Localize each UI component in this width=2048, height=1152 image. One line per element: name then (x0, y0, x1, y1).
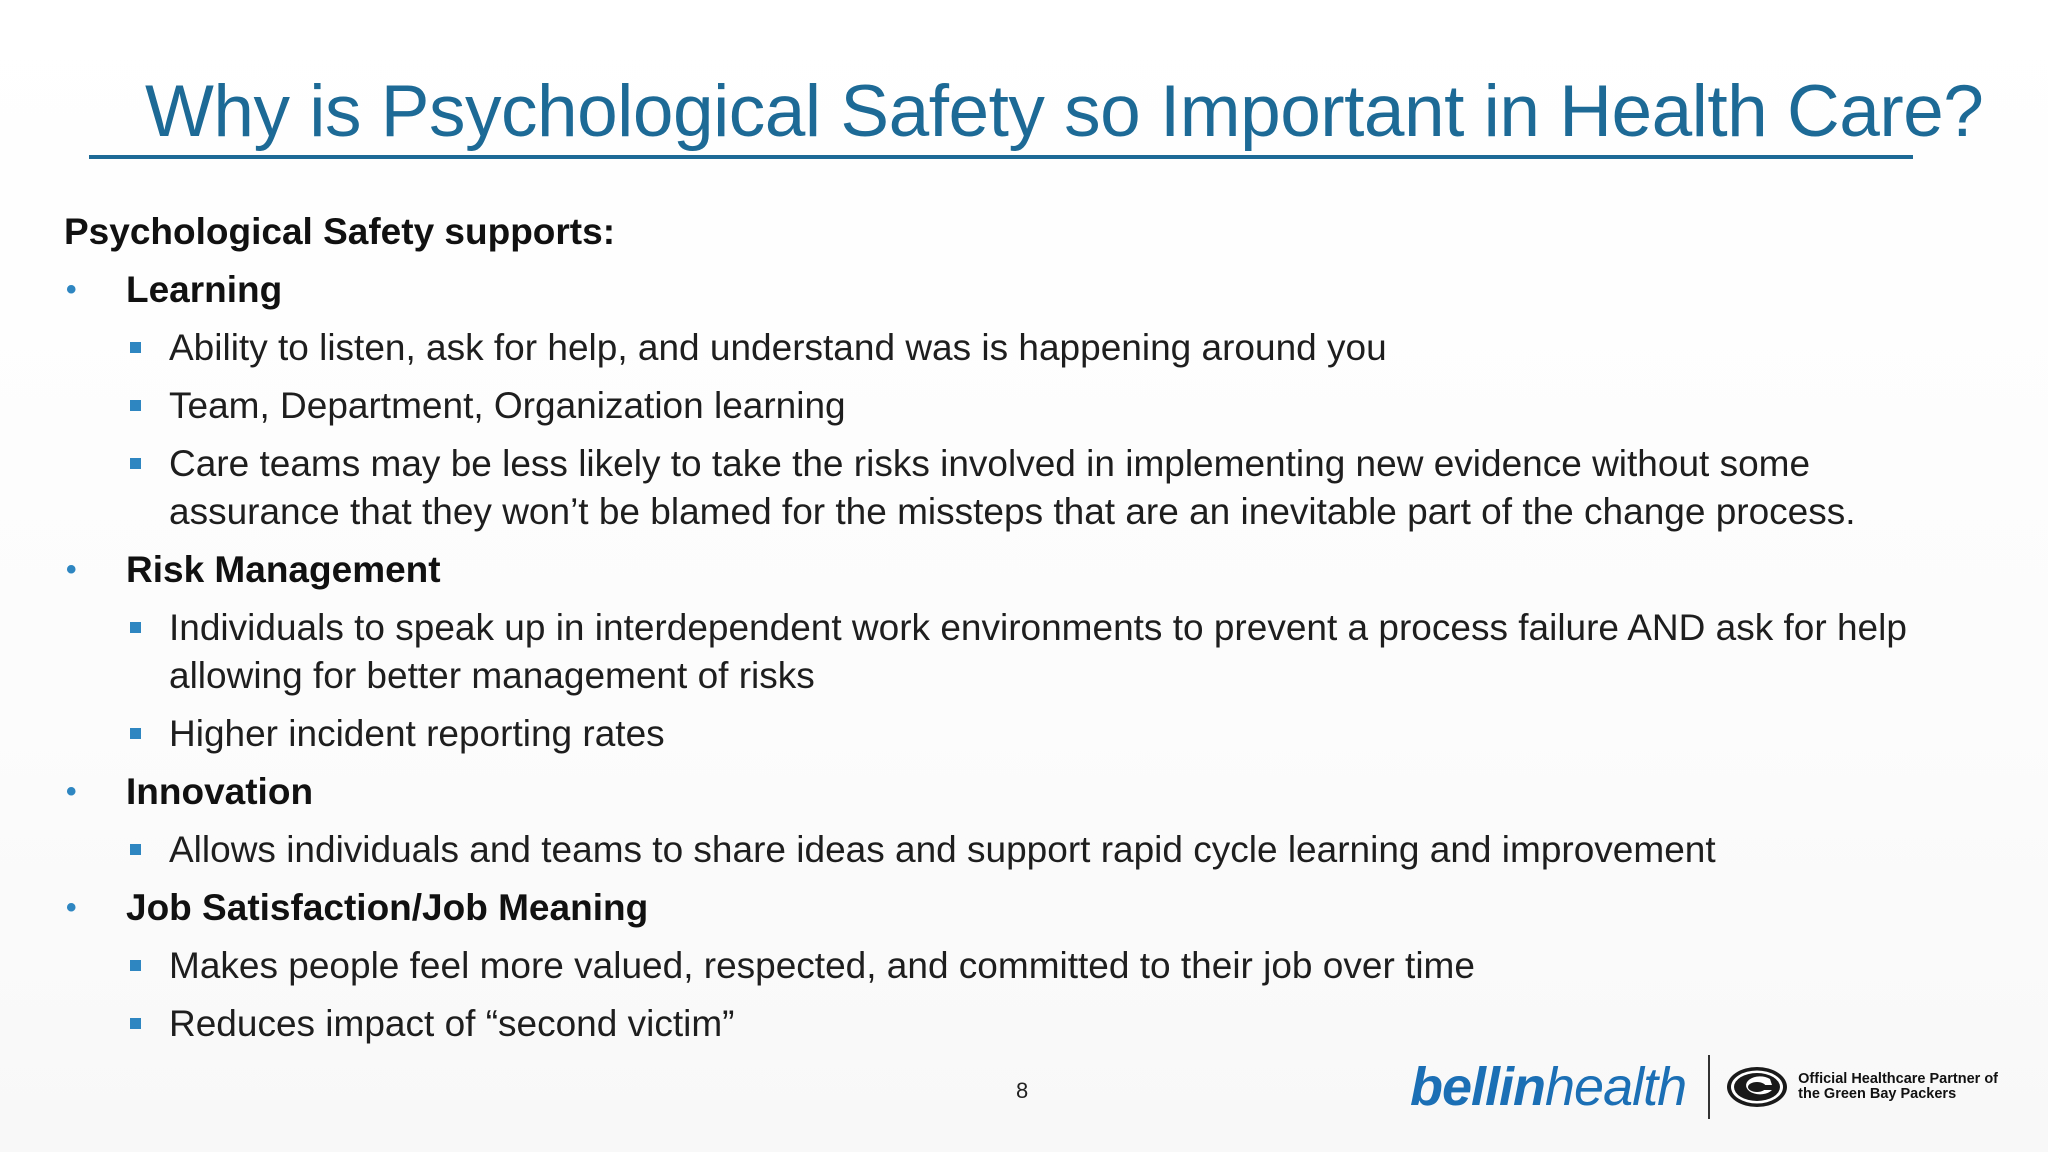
brand-wordmark-part1: bellin (1410, 1057, 1546, 1117)
list-item-text: Allows individuals and teams to share ideas and support rapid cycle learning and improvement (169, 829, 1716, 870)
square-bullet-icon (130, 960, 141, 971)
brand-divider (1708, 1055, 1710, 1119)
list-item (64, 826, 1964, 874)
square-bullet-icon (130, 400, 141, 411)
list-item (64, 1000, 1964, 1048)
square-bullet-icon (130, 622, 141, 633)
partner-line-1: Official Healthcare Partner of (1798, 1071, 1998, 1087)
partner-text (1798, 1072, 1998, 1102)
packers-g-logo-icon (1726, 1066, 1788, 1108)
list-item (64, 710, 1964, 758)
list-item (64, 382, 1964, 430)
slide-content (64, 208, 1984, 1058)
section-heading-risk-management (64, 546, 1984, 594)
list-item (64, 324, 1964, 372)
footer-branding (1410, 1052, 1998, 1122)
section-heading-learning (64, 266, 1984, 314)
bullet-icon: • (66, 553, 77, 586)
square-bullet-icon (130, 728, 141, 739)
section-heading-label: Job Satisfaction/Job Meaning (126, 887, 649, 928)
list-item-text: Team, Department, Organization learning (169, 385, 846, 426)
intro-text: Psychological Safety supports: (64, 211, 616, 252)
title-underline (89, 155, 1913, 159)
partner-line-2: the Green Bay Packers (1798, 1086, 1957, 1102)
list-item (64, 942, 1964, 990)
section-heading-label: Innovation (126, 771, 314, 812)
section-heading-innovation (64, 768, 1984, 816)
bullet-icon: • (66, 273, 77, 306)
list-item-text: Makes people feel more valued, respected, and committed to their job over time (169, 945, 1475, 986)
bellin-health-logo (1410, 1056, 1686, 1118)
slide-title: Why is Psychological Safety so Important in Health Care? (145, 71, 1984, 152)
section-heading-label: Risk Management (126, 549, 441, 590)
square-bullet-icon (130, 458, 141, 469)
bullet-icon: • (66, 891, 77, 924)
list-item-text: Reduces impact of “second victim” (169, 1003, 735, 1044)
square-bullet-icon (130, 844, 141, 855)
list-item (64, 604, 1964, 700)
list-item-text: Higher incident reporting rates (169, 713, 665, 754)
section-heading-label: Learning (126, 269, 283, 310)
page-number: 8 (1016, 1078, 1029, 1103)
brand-wordmark-part2: health (1545, 1057, 1687, 1117)
list-item (64, 440, 1964, 536)
square-bullet-icon (130, 1018, 141, 1029)
square-bullet-icon (130, 342, 141, 353)
bullet-icon: • (66, 775, 77, 808)
list-item-text: Ability to listen, ask for help, and understand was is happening around you (169, 327, 1387, 368)
list-item-text: Care teams may be less likely to take the risks involved in implementing new evidence without some assurance that they won’t be blamed for the missteps that are an inevitable part of the change process. (169, 443, 1856, 532)
section-heading-job-satisfaction (64, 884, 1984, 932)
list-item-text: Individuals to speak up in interdependent work environments to prevent a process failure AND ask for help allowing for better management of risks (169, 607, 1907, 696)
